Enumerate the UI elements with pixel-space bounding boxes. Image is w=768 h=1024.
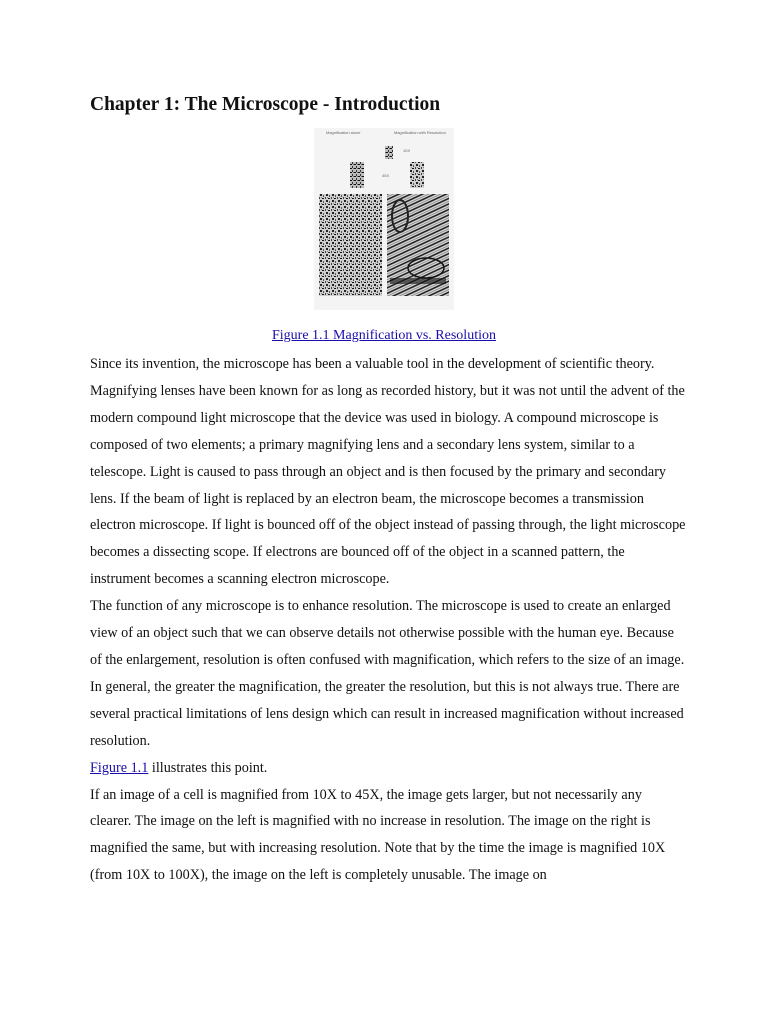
body-text [90,351,686,889]
figure-label-left: Magnification alone [326,130,361,135]
page-title: Chapter 1: The Microscope - Introduction [90,94,441,115]
figure-caption [0,328,768,344]
figure-small-label-1: 10X [403,148,411,153]
paragraph-function: The function of any microscope is to enhance resolution. The microscope is used to create an enlarged view of an object such that we can observe details not otherwise possible with the human eye. Because of the enlargement, resolution is often confused with magnification, which refers to the size of an image. In general, the greater the magnification, the greater the resolution, but this is not always true. There are several practical limitations of lens design which can result in increased magnification without increased resolution. [90,598,685,749]
paragraph-illustrates-text: illustrates this point. [148,759,268,776]
figure-small-label-2: 45X [382,173,390,178]
figure-label-right: Magnification with Resolution [394,130,446,135]
figure-image [314,128,454,310]
figure-reference-link[interactable]: Figure 1.1 [90,759,149,776]
figure-membrane-band [390,278,446,284]
paragraph-magnified: If an image of a cell is magnified from 10X to 45X, the image gets larger, but not necessarily any clearer. The image on the left is magnified with no increase in resolution. The image on the right is magnified the same, but with increasing resolution. Note that by the time the image is magnified 10X (from 10X to 100X), the image on the left is completely unusable. The image on [90,786,666,884]
paragraph-invention: Since its invention, the microscope has been a valuable tool in the development of scientific theory. Magnifying lenses have been known for as long as recorded history, but it was not until the advent of the modern compound light microscope that the device was used in biology. A compound microscope is composed of two elements; a primary magnifying lens and a secondary lens system, similar to a telescope. Light is caused to pass through an object and is then focused by the primary and secondary lens. If the beam of light is replaced by an electron beam, the microscope becomes a transmission electron microscope. If light is bounced off of the object instead of passing through, the light microscope becomes a dissecting scope. If electrons are bounced off of the object in a scanned pattern, the instrument becomes a scanning electron microscope. [90,356,686,588]
figure-left-large-image [319,194,382,296]
figure-caption-link[interactable]: Figure 1.1 Magnification vs. Resolution [272,328,496,343]
paragraph-illustrates [90,755,686,782]
figure-magnification-vs-resolution [314,128,454,310]
figure-right-medium-image [410,162,424,188]
figure-right-small-image [385,146,393,159]
figure-left-medium-image [350,162,364,188]
